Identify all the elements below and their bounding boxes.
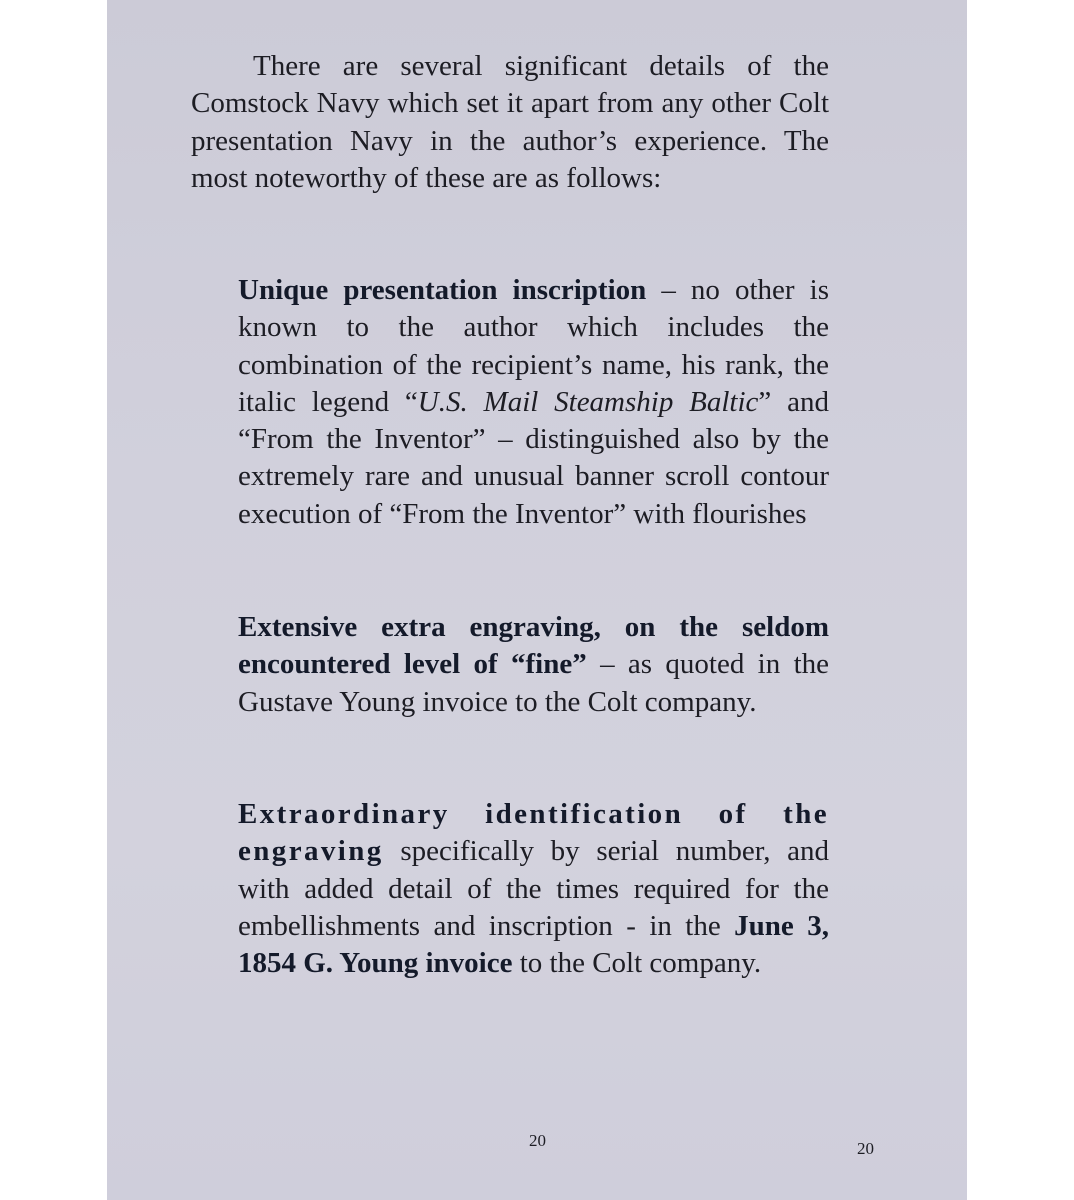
item-text: – as quoted in the Gustave Young invoice to the Colt company. (238, 648, 830, 718)
item-heading: Extraordinary identification of the engraving (238, 798, 829, 868)
item-heading: Unique presentation inscription (238, 274, 647, 306)
item-heading: Extensive extra engraving, on the seldom encountered level of “fine” (238, 611, 829, 681)
detail-item-identification (238, 796, 829, 982)
item-text: ” and “From the Inventor” – distinguished also by the extremely rare and unusual banner scroll contour execution of “From the Inventor” with flourishes (238, 385, 829, 530)
item-text: specifically by serial number, and with added detail of the times required for the embellishments and inscription - in the (238, 835, 829, 942)
item-text: – no other is known to the author which includes the combination of the recipient’s name, his rank, the italic legend “ (238, 274, 829, 418)
intro-text: There are several significant details of the Comstock Navy which set it apart from any other Colt presentation Navy in the author’s experience. The most noteworthy of these are as follows: (191, 50, 829, 194)
intro-paragraph (191, 48, 829, 197)
page-number: 20 (529, 1131, 546, 1150)
document-page (107, 0, 967, 1200)
item-text: to the Colt company. (512, 947, 762, 980)
detail-item-inscription (238, 272, 829, 533)
item-italic-legend: U.S. Mail Steamship Baltic (417, 385, 759, 418)
page-number-outer: 20 (857, 1139, 874, 1158)
detail-item-engraving (238, 609, 829, 721)
item-heading-invoice: June 3, 1854 G. Young invoice (238, 909, 829, 980)
